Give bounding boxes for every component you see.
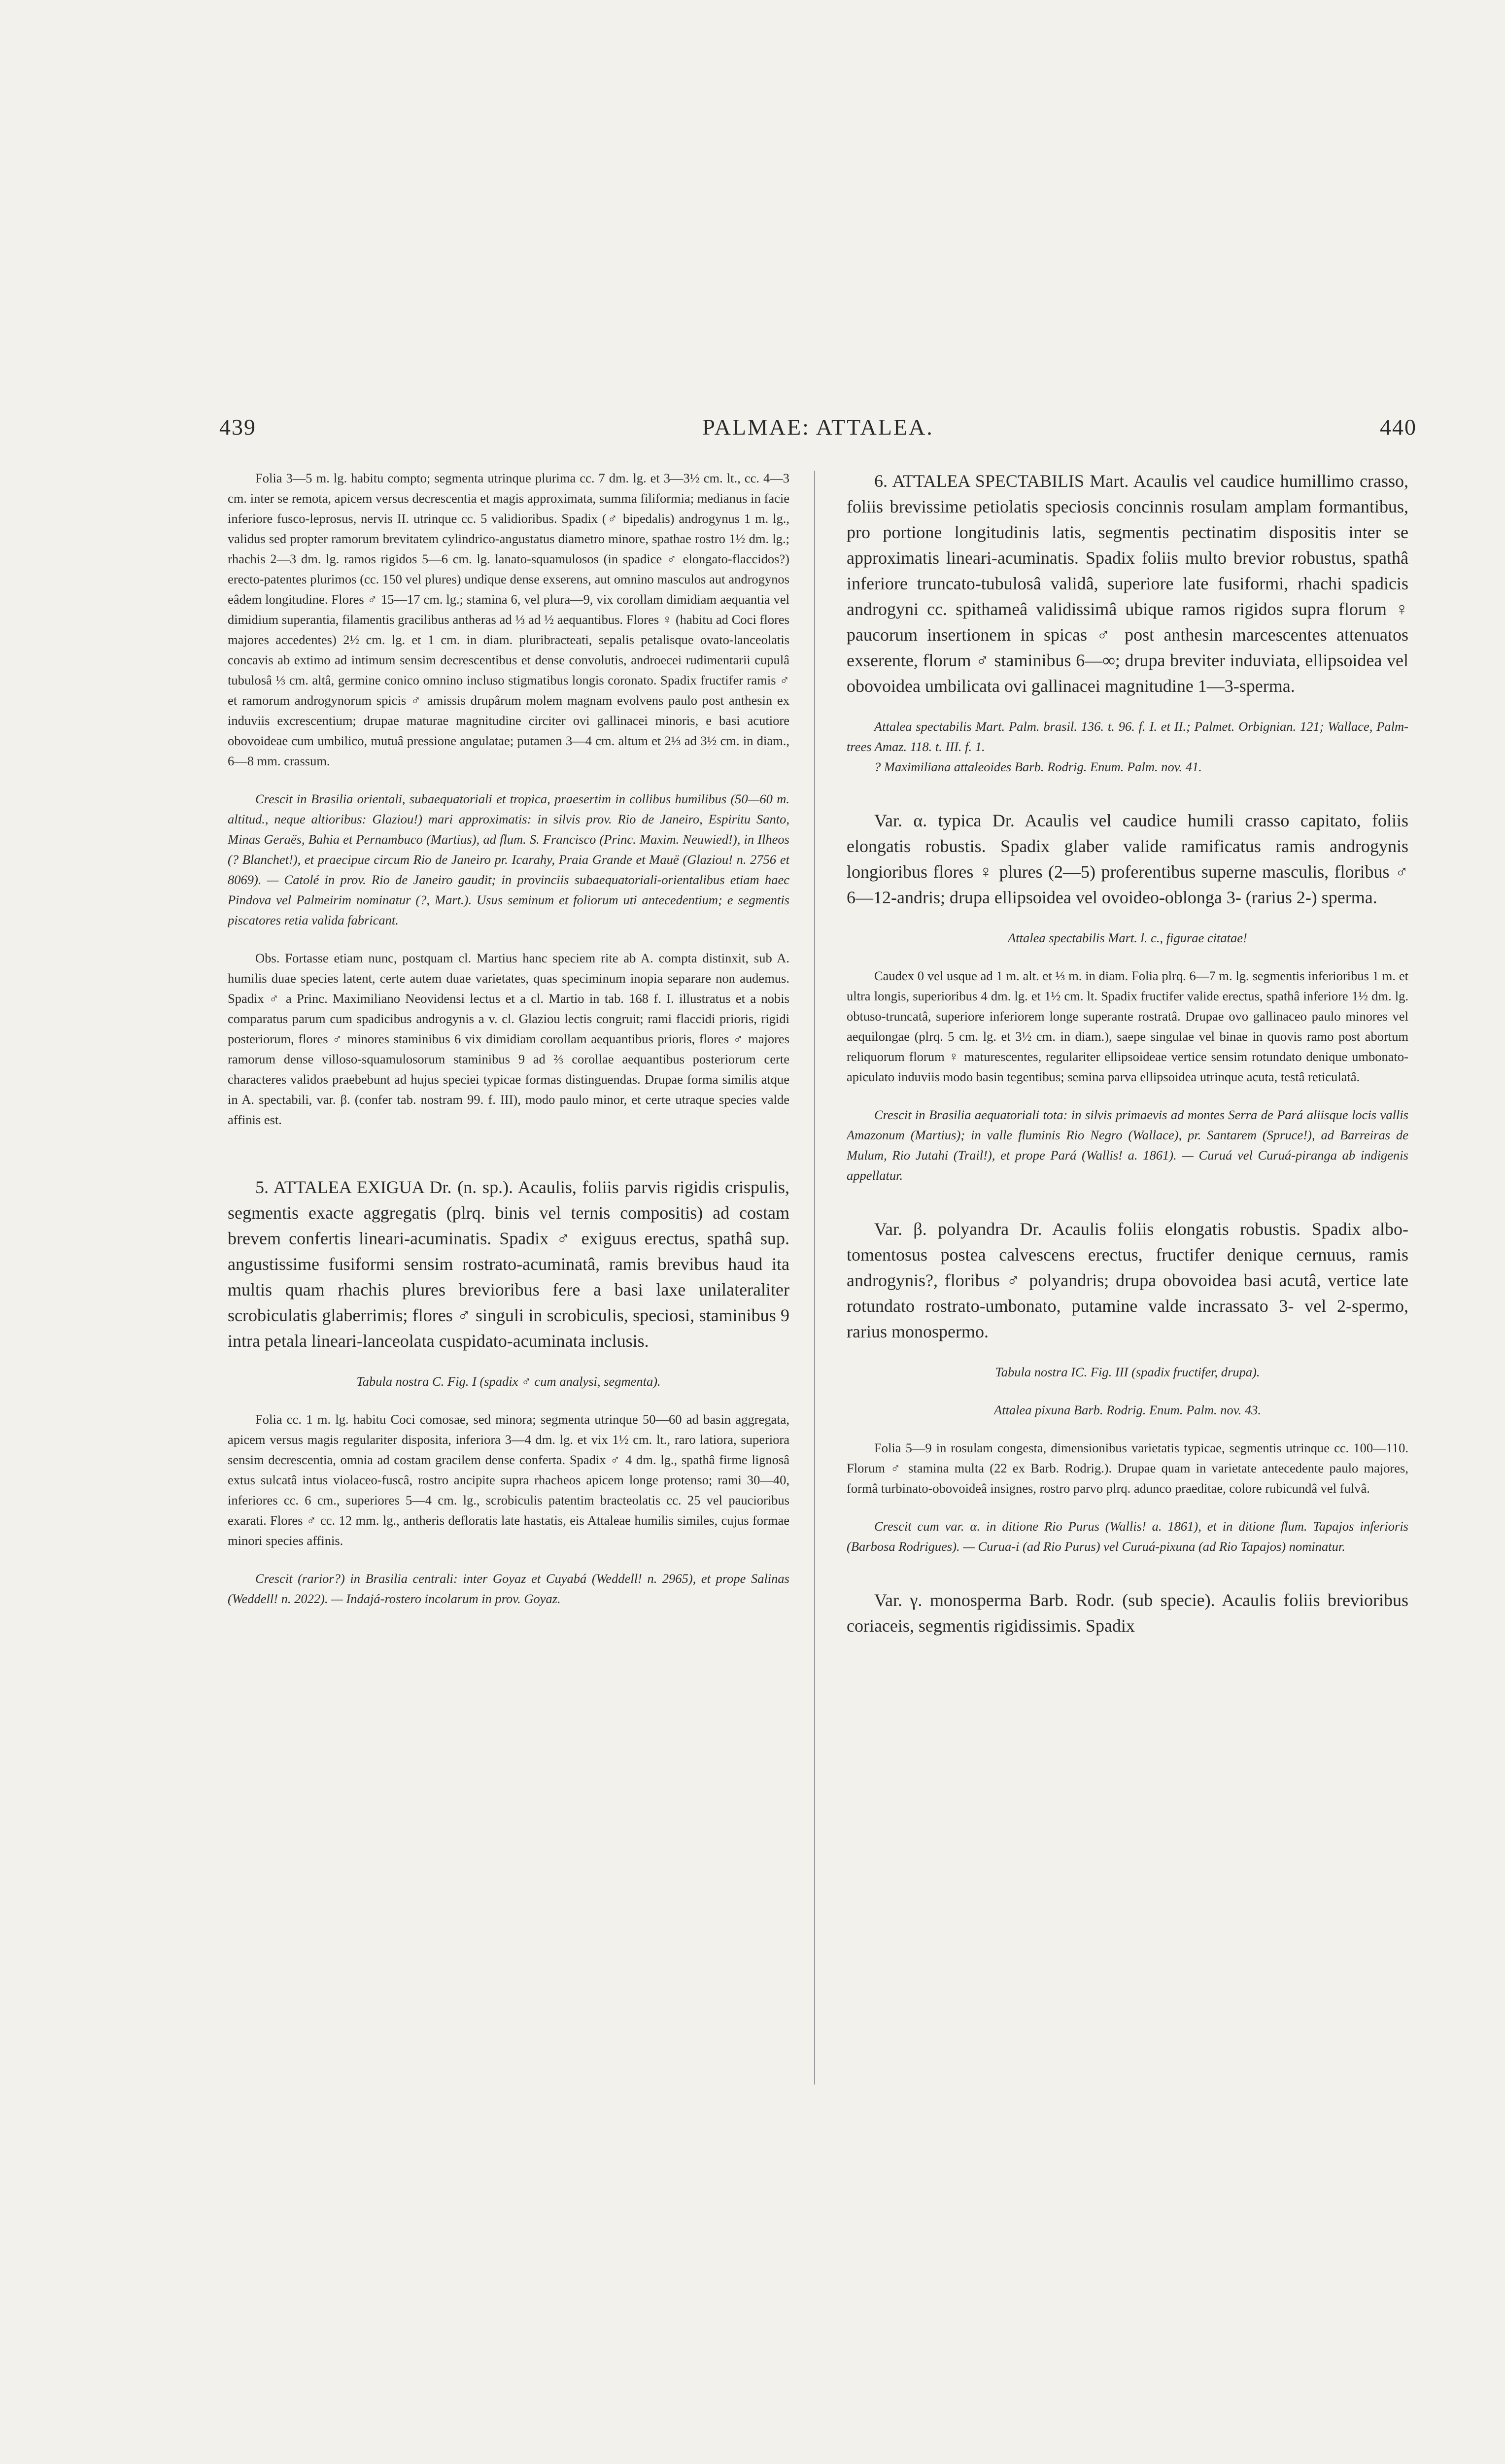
page-header [219, 414, 1417, 448]
species-detail-paragraph: Folia cc. 1 m. lg. habitu Coci comosae, sed minora; segmenta utrinque 50—60 ad basin aggregata, apicem versus magis regulariter disposita, inferiora 3—4 dm. lg. et vix 1½ cm. lt., raro latiora, superiora sensim decrescentia, omnia ad costam gracilem dense conferta. Spadix ♂ 4 dm. lg., spathâ firme lignosâ extus sulcatâ intus violaceo-fuscâ, rostro ancipite supra rhacheos apicem longe protenso; rami 30—40, inferiores cc. 6 cm., superiores 5—4 cm. lg., scrobiculis patentim bracteolatis cc. 25 vel paucioribus exarati. Flores ♂ cc. 12 mm. lg., antheris defloratis late hastatis, eis Attaleae humilis similes, cujus formae minori species affinis. [228, 1412, 789, 1548]
distribution-paragraph: Crescit (rarior?) in Brasilia centrali: inter Goyaz et Cuyabá (Weddell! n. 2965), et prope Salinas (Weddell! n. 2022). — Indajá-rostero incolarum in prov. Goyaz. [228, 1571, 789, 1606]
species-heading-attalea-spectabilis: 6. ATTALEA SPECTABILIS Mart. Acaulis vel caudice humillimo crasso, foliis brevissime petiolatis speciosis concinnis rosulam amplam formantibus, pro portione longitudinis latis, segmentis pectinatim dispositis inter se approximatis lineari-acuminatis. Spadix foliis multo brevior robustus, spathâ inferiore truncato-tubulosâ validâ, superiore late fusiformi, rhachi spadicis androgyni cc. spithameâ validissimâ ubique ramos rigidos supra florum ♀ paucorum insertionem in spicas ♂ post anthesin marcescentes attenuatos exserente, florum ♂ staminibus 6—∞; drupa breviter induviata, ellipsoidea vel obovoidea umbilicata ovi gallinacei magnitudine 1—3-sperma. [847, 471, 1408, 696]
page-number-left: 439 [219, 414, 256, 440]
column-divider [814, 471, 815, 2085]
observation-paragraph: Obs. Fortasse etiam nunc, postquam cl. Martius hanc speciem rite ab A. compta distinxit, sub A. humilis duae species latent, certe autem duae varietates, quas speciminum inopia separare non audemus. Spadix ♂ a Princ. Maximiliano Neovidensi lectus et a cl. Martio in tab. 168 f. I. illustratus et a nobis comparatus parum cum spadicibus androgynis a v. cl. Glaziou lectis congruit; rami flaccidi prioris, rigidi posteriorum, flores ♂ minores staminibus 6 vix dimidiam corollam aequantibus prioris, flores ♂ majores ramorum dense villoso-squamulosorum staminibus 9 ad ⅔ corollae aequantibus posteriorum certe characteres validos praebebunt ad hujus speciei typicae formas distinguendas. Drupae forma similis atque in A. spectabili, var. β. (confer tab. nostram 99. f. III), modo paulo minor, et certe utraque species valde affinis est. [228, 951, 789, 1127]
distribution-paragraph: Crescit in Brasilia orientali, subaequatoriali et tropica, praesertim in collibus humilibus (50—60 m. altitud., neque altioribus: Glaziou!) mari approximatis: in silvis prov. Rio de Janeiro, Espiritu Santo, Minas Geraës, Bahia et Pernambuco (Martius), ad flum. S. Francisco (Princ. Maxim. Neuwied!), in Ilheos (? Blanchet!), et praecipue circum Rio de Janeiro pr. Icarahy, Praia Grande et Mauë (Glaziou! n. 2756 et 8069). — Catolé in prov. Rio de Janeiro gaudit; in provinciis subaequatoriali-orientalibus etiam haec Pindova vel Palmeirim nominatur (?, Mart.). Usus seminum et foliorum uti antecedentium; e segmentis piscatores retia valida fabricant. [228, 791, 789, 927]
distribution-paragraph: Crescit cum var. α. in ditione Rio Purus (Wallis! a. 1861), et in ditione flum. Tapajos inferioris (Barbosa Rodrigues). — Curua-i (ad Rio Purus) vel Curuá-pixuna (ad Rio Tapajos) nominatur. [847, 1519, 1408, 1554]
synonym-citation: Attalea pixuna Barb. Rodrig. Enum. Palm. nov. 43. [994, 1403, 1261, 1417]
page-number-right: 440 [1380, 414, 1417, 440]
left-column [228, 468, 789, 2094]
plate-reference: Tabula nostra C. Fig. I (spadix ♂ cum analysi, segmenta). [356, 1374, 661, 1389]
variety-detail-paragraph: Caudex 0 vel usque ad 1 m. alt. et ⅓ m. in diam. Folia plrq. 6—7 m. lg. segmentis inferioribus 1 m. et ultra longis, superioribus 4 dm. lg. et 1½ cm. lt. Spadix fructifer valide erectus, spathâ inferiore 1½ dm. lg. obtuso-truncatâ, superiore inferiorem longe superante rostratâ. Drupae ovo gallinaceo paulo minores vel aequilongae (plrq. 5 cm. lg. et 3½ cm. in diam.), saepe singulae vel binae in quovis ramo post abortum reliquorum florum ♀ maturescentes, regulariter ellipsoideae vertice sensim rotundato denique umbonato-apiculato induviis modo basin tegentibus; semina parva ellipsoidea utrinque acuta, testâ reticulatâ. [847, 968, 1408, 1084]
plate-reference: Tabula nostra IC. Fig. III (spadix fructifer, drupa). [995, 1365, 1260, 1379]
variety-beta-description: Var. β. polyandra Dr. Acaulis foliis elongatis robustis. Spadix albo-tomentosus postea calvescens erectus, fructifer denique cernuus, ramis androgynis?, floribus ♂ polyandris; drupa obovoidea basi acutâ, vertice late rotundato rostrato-umbonato, putamine valde incrassato 3- vel 2-spermo, rarius monospermo. [847, 1219, 1408, 1341]
species-heading-attalea-exigua: 5. ATTALEA EXIGUA Dr. (n. sp.). Acaulis, foliis parvis rigidis crispulis, segmentis exacte aggregatis (plrq. binis vel ternis compositis) ad costam brevem confertis lineari-acuminatis. Spadix ♂ exiguus erectus, spathâ sup. angustissime fusiformi sensim rostrato-acuminatâ, ramis brevibus haud ita multis quam rhachis plures brevioribus fere a basi laxe unilateraliter scrobiculatis glaberrimis; flores ♂ singuli in scrobiculis, speciosi, staminibus 9 intra petala lineari-lanceolata cuspidato-acuminata inclusis. [228, 1177, 789, 1351]
species-description-paragraph: Folia 3—5 m. lg. habitu compto; segmenta utrinque plurima cc. 7 dm. lg. et 3—3½ cm. lt., cc. 4—3 cm. inter se remota, apicem versus decrescentia et magis approximata, summa filiformia; medianus in facie inferiore fusco-leprosus, nervis II. utrinque cc. 5 validioribus. Spadix (♂ bipedalis) androgynus 1 m. lg., validus sed propter ramorum brevitatem cylindrico-angustatus diametro minore, spathae rostro 1½ dm. lg.; rhachis 2—3 dm. lg. ramos rigidos 5—6 cm. lg. lanato-squamulosos (in spadice ♂ elongato-flaccidos?) erecto-patentes plurimos (cc. 150 vel plures) undique dense exserens, aut omnino masculos aut androgynos eâdem longitudine. Flores ♂ 15—17 cm. lg.; stamina 6, vel plura—9, vix corollam dimidiam aequantia vel dimidium superantia, filamentis gracilibus antheras ad ⅓ ad ½ aequantibus. Flores ♀ (habitu ad Coci flores majores accedentes) 2½ cm. lg. et 1 cm. in diam. pluribracteati, sepalis petalisque ovato-lanceolatis concavis ab extimo ad intimum sensim decrescentibus et dense convolutis, androecei rudimentarii cupulâ tubulosâ ⅓ cm. altâ, germine conico omnino incluso stigmatibus longis coronato. Spadix fructifer ramis ♂ et ramorum androgynorum spicis ♂ amissis drupârum molem magnam evolvens paulo post anthesin ex induviis excrescentium; drupae maturae magnitudine circiter ovi gallinacei minoris, e basi acutiore obovoideae cum umbilico, mutuâ pressione angulatae; putamen 3—4 cm. altum et 2⅓ ad 3½ cm. in diam., 6—8 mm. crassum. [228, 471, 789, 768]
synonym-citation: ? Maximiliana attaleoides Barb. Rodrig. Enum. Palm. nov. 41. [874, 759, 1202, 774]
right-column [847, 468, 1408, 2094]
variety-citation: Attalea spectabilis Mart. l. c., figurae citatae! [1008, 930, 1247, 945]
synonym-citation: Attalea spectabilis Mart. Palm. brasil. 136. t. 96. f. I. et II.; Palmet. Orbignian. 121; Wallace, Palm-trees Amaz. 118. t. III. f. 1. [847, 719, 1408, 754]
running-title: PALMAE: ATTALEA. [702, 414, 934, 440]
variety-gamma-description: Var. γ. monosperma Barb. Rodr. (sub specie). Acaulis foliis brevioribus coriaceis, segmentis rigidissimis. Spadix [847, 1590, 1408, 1636]
variety-alpha-description: Var. α. typica Dr. Acaulis vel caudice humili crasso capitato, foliis elongatis robustis. Spadix glaber valide ramificatus ramis androgynis longioribus flores ♀ plures (2—5) proferentibus superne masculis, floribus ♂ 6—12-andris; drupa ellipsoidea vel ovoideo-oblonga 3- (rarius 2-) sperma. [847, 811, 1408, 907]
distribution-paragraph: Crescit in Brasilia aequatoriali tota: in silvis primaevis ad montes Serra de Pará aliisque locis vallis Amazonum (Martius); in valle fluminis Rio Negro (Wallace), pr. Santarem (Spruce!), ad Barreiras de Mulum, Rio Jutahi (Trail!), et prope Pará (Wallis! a. 1861). — Curuá vel Curuá-piranga ab indigenis appellatur. [847, 1107, 1408, 1183]
variety-detail-paragraph: Folia 5—9 in rosulam congesta, dimensionibus varietatis typicae, segmentis utrinque cc. 100—110. Florum ♂ stamina multa (22 ex Barb. Rodrig.). Drupae quam in varietate antecedente paulo majores, formâ turbinato-obovoideâ insignes, rostro parvo plrq. adunco praeditae, colore rubicundâ vel fulvâ. [847, 1440, 1408, 1496]
